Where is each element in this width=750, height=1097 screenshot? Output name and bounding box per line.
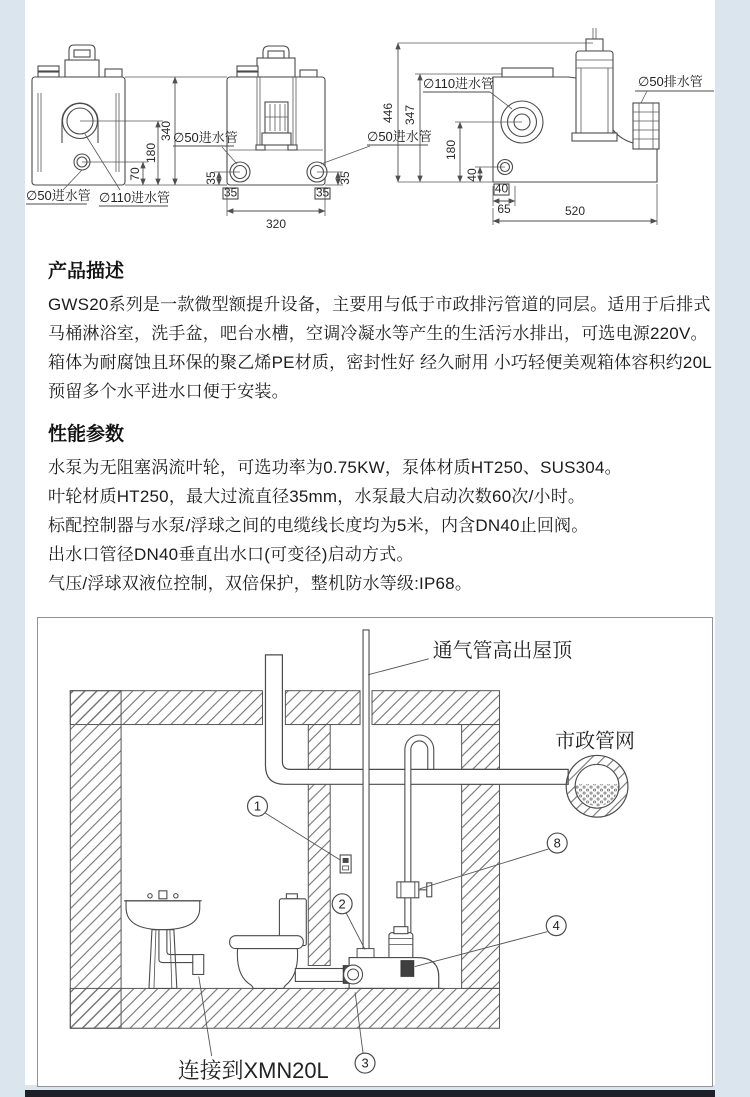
connect-label: 连接到XMN20L (177, 1058, 329, 1084)
dimension-40: 40 (465, 168, 479, 182)
tank-lid (502, 68, 553, 77)
description-line: 马桶淋浴室，洗手盆，吧台水槽，空调冷凝水等产生的生活污水排出，可选电源220V。 (48, 324, 708, 343)
pump-head (257, 58, 295, 77)
floor (70, 988, 499, 1028)
dimension-35: 35 (315, 185, 330, 200)
motor-cap (586, 39, 603, 51)
toilet (230, 894, 307, 989)
installation-diagram-section (37, 617, 715, 1087)
description-line: 箱体为耐腐蚀且环保的聚乙烯PE材质，密封性好 经久耐用 小巧轻便美观箱体容积约20L (48, 353, 712, 372)
motor-body (576, 51, 613, 140)
callout-2 (332, 894, 352, 914)
parameter-line: 水泵为无阻塞涡流叶轮，可选功率为0.75KW，泵体材质HT250、SUS304。 (48, 458, 622, 477)
parameters-heading: 性能参数 (48, 424, 125, 445)
dimension-347: 347 (403, 104, 417, 126)
dimension-35: 35 (338, 171, 352, 185)
parameter-line: 叶轮材质HT250，最大过流直径35mm，水泵最大启动次数60次/小时。 (48, 487, 586, 506)
dimension-35: 35 (223, 185, 238, 200)
dimension-65: 65 (497, 202, 511, 216)
callout-4-number: 4 (552, 918, 560, 934)
callout-2-number: 2 (338, 896, 346, 912)
callout-3 (355, 1053, 375, 1073)
dimension-180: 180 (444, 139, 458, 161)
parameter-line: 标配控制器与水泵/浮球之间的电缆线长度均为5米，内含DN40止回阀。 (48, 516, 589, 535)
dimension-320: 320 (265, 217, 287, 231)
installation-diagram (38, 618, 712, 1086)
dimension-180: 180 (144, 142, 158, 164)
content-column (25, 0, 715, 1085)
left-wall (70, 691, 121, 1029)
inlet-50-label-left: ∅50进水管 (173, 130, 238, 145)
municipal-network-label: 市政管网 (555, 730, 635, 753)
sink-drain-stub (193, 955, 204, 975)
profile-view-drawing (381, 28, 714, 225)
parameter-line: 出水口管径DN40垂直出水口(可变径)启动方式。 (48, 545, 414, 564)
callout-8-number: 8 (553, 835, 561, 851)
parameter-line: 气压/浮球双液位控制，双倍保护，整机防水等级:IP68。 (48, 574, 473, 593)
callout-1-number: 1 (253, 798, 262, 814)
product-description-section (25, 260, 715, 406)
discharge-connector (401, 961, 414, 977)
callout-4 (546, 916, 566, 936)
pump-head (65, 60, 99, 77)
inlet-50-label: ∅50进水管 (26, 188, 91, 203)
front-view-drawing (26, 45, 227, 206)
callout-1 (248, 796, 268, 816)
description-line: GWS20系列是一款微型额提升设备，主要用与低于市政排污管道的同层。适用于后排式 (48, 295, 711, 314)
municipal-pipe (566, 755, 628, 817)
bathroom-partition-wall (308, 725, 330, 966)
footer-bar (25, 1090, 715, 1097)
vent-pipe (363, 630, 369, 954)
dimension-520: 520 (564, 204, 586, 218)
performance-parameters-section (25, 423, 715, 598)
dimension-35: 35 (204, 171, 218, 185)
vent-pipe-label: 通气管高出屋顶 (432, 639, 573, 662)
right-wall-upper (462, 725, 500, 770)
inlet-110-label: ∅110进水管 (423, 76, 495, 91)
side-view-drawing (173, 46, 432, 231)
sink (124, 891, 204, 989)
inlet-110-label: ∅110进水管 (99, 190, 171, 205)
dimension-340: 340 (159, 120, 173, 142)
controller-box (340, 855, 351, 873)
dimension-40: 40 (494, 181, 509, 196)
dimension-70: 70 (128, 167, 142, 181)
right-wall-lower (462, 784, 500, 988)
callout-3-number: 3 (361, 1055, 369, 1071)
technical-drawings (25, 0, 715, 252)
installation-diagram-frame (37, 617, 713, 1087)
description-heading: 产品描述 (48, 261, 125, 282)
vent-connection (357, 949, 374, 958)
pump-motor (389, 933, 413, 960)
outlet-50-label: ∅50排水管 (638, 74, 703, 89)
description-line: 预留多个水平进水口便于安装。 (48, 382, 289, 401)
inlet-50-label-right: ∅50进水管 (367, 129, 432, 144)
shutoff-valve (397, 882, 432, 898)
outlet-50-port (633, 103, 659, 149)
dimension-446: 446 (381, 102, 395, 124)
toilet-outlet-pipe (295, 969, 345, 982)
callout-8 (547, 833, 567, 853)
